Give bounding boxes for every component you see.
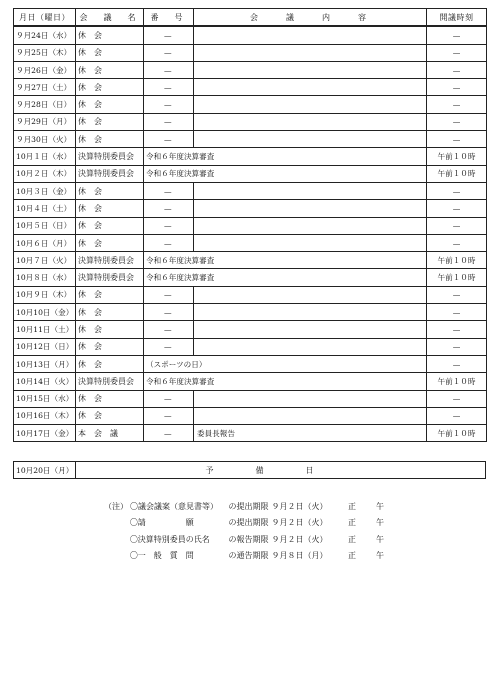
row-time: —	[427, 355, 487, 372]
note-prefix: （注）	[104, 501, 128, 511]
row-date: ９月29日（月）	[14, 113, 76, 130]
row-date: ９月24日（水）	[14, 26, 76, 44]
table-row	[14, 148, 487, 165]
row-number: —	[144, 407, 194, 424]
row-meeting: 休 会	[76, 390, 144, 407]
row-meeting: 決算特別委員会	[76, 165, 144, 182]
row-number: —	[144, 44, 194, 61]
row-time: 午前１０時	[427, 269, 487, 286]
table-row	[14, 252, 487, 269]
row-meeting: 休 会	[76, 407, 144, 424]
row-content	[194, 286, 427, 303]
row-meeting: 休 会	[76, 44, 144, 61]
row-content	[194, 113, 427, 130]
row-time: —	[427, 113, 487, 130]
row-date: 10月６日（月）	[14, 234, 76, 251]
note-time: 正午	[348, 501, 404, 511]
row-date: 10月11日（土）	[14, 321, 76, 338]
row-meeting: 休 会	[76, 79, 144, 96]
table-row	[14, 26, 487, 44]
row-content: 委員長報告	[194, 425, 427, 442]
row-meeting: 決算特別委員会	[76, 148, 144, 165]
row-number: —	[144, 79, 194, 96]
row-time: —	[427, 182, 487, 199]
row-content	[194, 217, 427, 234]
note-deadline-label: の報告期限	[228, 534, 269, 544]
row-meeting: 本 会 議	[76, 425, 144, 442]
row-time: —	[427, 390, 487, 407]
reserve-day-table	[13, 461, 486, 479]
note-item: 〇一 般 質 問	[129, 551, 194, 561]
row-number: —	[144, 425, 194, 442]
row-content	[194, 26, 427, 44]
row-date: 10月７日（火）	[14, 252, 76, 269]
row-time: 午前１０時	[427, 165, 487, 182]
note-deadline-label: の通告期限	[228, 551, 269, 561]
row-time: —	[427, 217, 487, 234]
notes-section	[104, 498, 404, 564]
row-time: 午前１０時	[427, 148, 487, 165]
row-time: —	[427, 26, 487, 44]
row-date: 10月５日（日）	[14, 217, 76, 234]
row-date: 10月16日（木）	[14, 407, 76, 424]
row-number: —	[144, 182, 194, 199]
header-meeting: 会 議 名	[76, 9, 144, 27]
row-meeting: 休 会	[76, 286, 144, 303]
table-row	[14, 217, 487, 234]
note-row	[104, 531, 404, 548]
row-time: —	[427, 286, 487, 303]
row-date: 10月２日（木）	[14, 165, 76, 182]
row-content	[194, 234, 427, 251]
note-time: 正午	[348, 534, 404, 544]
row-content	[194, 79, 427, 96]
header-row	[14, 9, 487, 27]
row-date: ９月27日（土）	[14, 79, 76, 96]
table-row	[14, 61, 487, 78]
row-date: 10月12日（日）	[14, 338, 76, 355]
row-content	[194, 304, 427, 321]
row-date: 10月14日（火）	[14, 373, 76, 390]
note-deadline: ９月２日（火）	[271, 534, 328, 544]
table-row	[14, 407, 487, 424]
row-date: 10月15日（水）	[14, 390, 76, 407]
row-content	[194, 200, 427, 217]
note-row	[104, 515, 404, 532]
row-number: —	[144, 234, 194, 251]
row-number: —	[144, 390, 194, 407]
row-number: —	[144, 96, 194, 113]
note-deadline: ９月２日（火）	[271, 501, 328, 511]
table-row	[14, 234, 487, 251]
row-meeting: 休 会	[76, 131, 144, 148]
note-time: 正午	[348, 518, 404, 528]
row-date: 10月17日（金）	[14, 425, 76, 442]
table-row	[14, 425, 487, 442]
row-content	[194, 96, 427, 113]
row-meeting: 休 会	[76, 26, 144, 44]
row-content	[194, 44, 427, 61]
row-number: 令和６年度決算審査	[144, 148, 427, 165]
row-date: 10月10日（金）	[14, 304, 76, 321]
reserve-date: 10月20日（月）	[14, 462, 76, 479]
table-row	[14, 182, 487, 199]
row-meeting: 休 会	[76, 61, 144, 78]
row-time: —	[427, 96, 487, 113]
row-number: 令和６年度決算審査	[144, 269, 427, 286]
row-time: —	[427, 338, 487, 355]
reserve-row	[14, 462, 486, 479]
row-date: 10月１日（水）	[14, 148, 76, 165]
row-number: —	[144, 338, 194, 355]
reserve-label: 予備日	[76, 462, 486, 479]
table-row	[14, 165, 487, 182]
row-number: —	[144, 200, 194, 217]
row-content	[194, 407, 427, 424]
row-number: —	[144, 321, 194, 338]
row-meeting: 休 会	[76, 217, 144, 234]
note-deadline: ９月８日（月）	[271, 551, 328, 561]
row-meeting: 休 会	[76, 355, 144, 372]
row-number: —	[144, 131, 194, 148]
row-number: —	[144, 304, 194, 321]
row-date: 10月９日（木）	[14, 286, 76, 303]
row-time: 午前１０時	[427, 425, 487, 442]
table-row	[14, 200, 487, 217]
row-time: —	[427, 304, 487, 321]
note-deadline-label: の提出期限	[228, 518, 269, 528]
row-meeting: 決算特別委員会	[76, 252, 144, 269]
row-meeting: 休 会	[76, 182, 144, 199]
row-meeting: 休 会	[76, 234, 144, 251]
row-number: 令和６年度決算審査	[144, 165, 427, 182]
row-number: 令和６年度決算審査	[144, 252, 427, 269]
table-row	[14, 131, 487, 148]
row-meeting: 休 会	[76, 338, 144, 355]
table-row	[14, 304, 487, 321]
row-date: 10月４日（土）	[14, 200, 76, 217]
row-time: 午前１０時	[427, 373, 487, 390]
note-item: 〇決算特別委員の氏名	[129, 534, 210, 544]
row-time: —	[427, 131, 487, 148]
header-content: 会 議 内 容	[194, 9, 427, 27]
table-row	[14, 390, 487, 407]
row-number: —	[144, 26, 194, 44]
note-time: 正午	[348, 551, 404, 561]
table-row	[14, 269, 487, 286]
table-row	[14, 338, 487, 355]
schedule-body	[14, 26, 487, 442]
schedule-table	[13, 8, 487, 442]
row-date: ９月26日（金）	[14, 61, 76, 78]
table-row	[14, 113, 487, 130]
table-row	[14, 286, 487, 303]
note-item: 〇請 願	[129, 518, 194, 528]
note-item: 〇議会議案（意見書等）	[130, 501, 218, 511]
row-number: （スポーツの日）	[144, 355, 427, 372]
row-meeting: 休 会	[76, 321, 144, 338]
row-time: —	[427, 407, 487, 424]
row-date: 10月13日（月）	[14, 355, 76, 372]
row-meeting: 休 会	[76, 304, 144, 321]
row-date: ９月30日（火）	[14, 131, 76, 148]
row-content	[194, 338, 427, 355]
note-deadline-label: の提出期限	[228, 501, 269, 511]
header-number: 番 号	[144, 9, 194, 27]
row-time: —	[427, 200, 487, 217]
row-meeting: 決算特別委員会	[76, 373, 144, 390]
row-content	[194, 390, 427, 407]
note-row	[104, 548, 404, 565]
row-date: ９月28日（日）	[14, 96, 76, 113]
row-time: —	[427, 44, 487, 61]
table-row	[14, 96, 487, 113]
row-time: —	[427, 234, 487, 251]
table-row	[14, 44, 487, 61]
row-date: 10月８日（水）	[14, 269, 76, 286]
row-number: —	[144, 113, 194, 130]
row-meeting: 休 会	[76, 113, 144, 130]
table-row	[14, 373, 487, 390]
note-deadline: ９月２日（火）	[271, 518, 328, 528]
row-time: —	[427, 79, 487, 96]
table-row	[14, 79, 487, 96]
row-meeting: 決算特別委員会	[76, 269, 144, 286]
row-time: —	[427, 321, 487, 338]
header-time: 開議時刻	[427, 9, 487, 27]
row-date: ９月25日（木）	[14, 44, 76, 61]
row-meeting: 休 会	[76, 96, 144, 113]
row-time: 午前１０時	[427, 252, 487, 269]
row-number: —	[144, 61, 194, 78]
row-time: —	[427, 61, 487, 78]
row-date: 10月３日（金）	[14, 182, 76, 199]
table-row	[14, 321, 487, 338]
row-meeting: 休 会	[76, 200, 144, 217]
row-number: 令和６年度決算審査	[144, 373, 427, 390]
row-content	[194, 131, 427, 148]
row-content	[194, 61, 427, 78]
row-content	[194, 321, 427, 338]
row-content	[194, 182, 427, 199]
row-number: —	[144, 217, 194, 234]
row-number: —	[144, 286, 194, 303]
note-row	[104, 498, 404, 515]
header-date: 月日（曜日）	[14, 9, 76, 27]
table-row	[14, 355, 487, 372]
